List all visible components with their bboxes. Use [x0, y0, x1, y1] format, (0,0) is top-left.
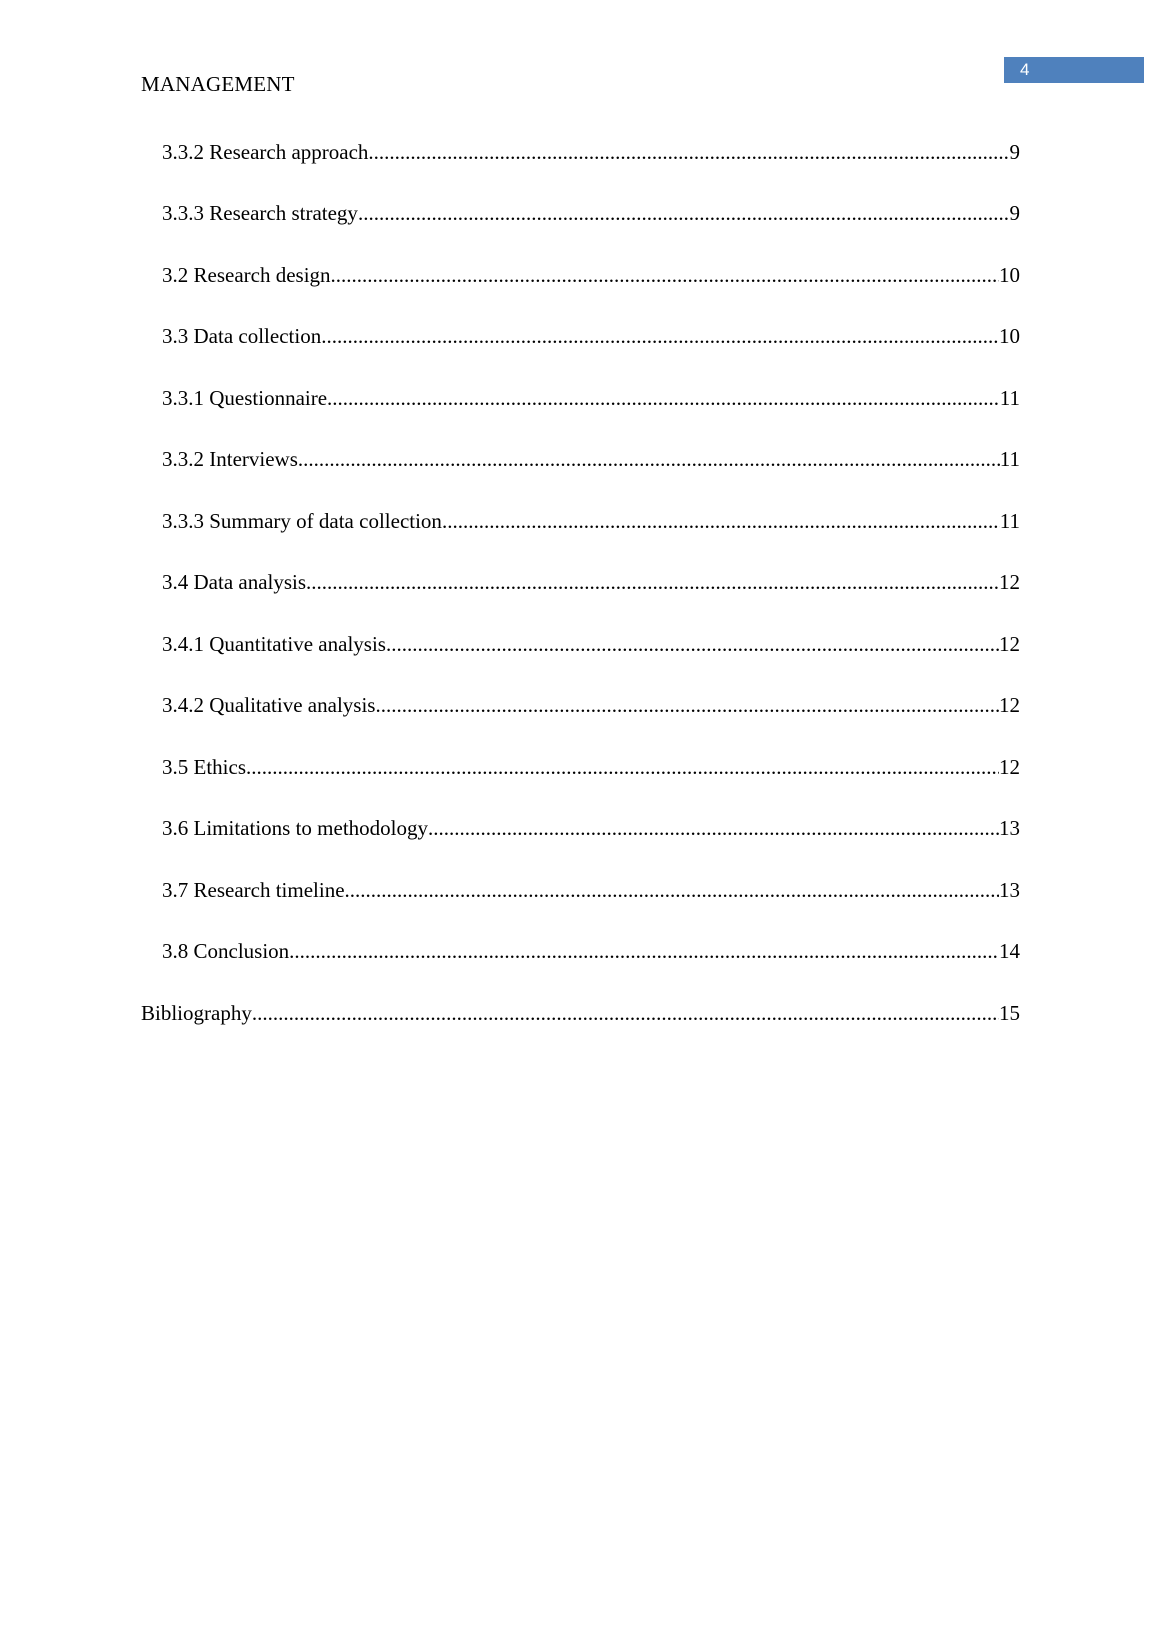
toc-entry-label: 3.3.1 Questionnaire: [162, 386, 328, 410]
toc-entry-label: 3.8 Conclusion: [162, 939, 290, 963]
toc-entry-page: 15: [999, 1001, 1020, 1025]
toc-dot-leader: [298, 444, 1000, 474]
toc-entry[interactable]: [162, 813, 1020, 843]
toc-entry[interactable]: [162, 444, 1020, 474]
toc-entry[interactable]: [162, 137, 1020, 167]
toc-entry-page: 9: [1009, 140, 1020, 164]
toc-entry-label: Bibliography: [141, 1001, 252, 1025]
toc-entry-label: 3.3.3 Research strategy: [162, 201, 358, 225]
toc-entry-page: 14: [999, 939, 1020, 963]
toc-dot-leader: [246, 752, 999, 782]
page-number: 4: [1020, 60, 1030, 79]
toc-entry-label: 3.2 Research design: [162, 263, 331, 287]
toc-entry-label: 3.4.1 Quantitative analysis: [162, 632, 386, 656]
toc-entry-page: 10: [999, 263, 1020, 287]
toc-entry-label: 3.6 Limitations to methodology: [162, 816, 428, 840]
toc-entry-page: 13: [999, 878, 1020, 902]
toc-entry-label: 3.4 Data analysis: [162, 570, 307, 594]
toc-dot-leader: [428, 813, 999, 843]
toc-dot-leader: [386, 629, 999, 659]
toc-entry-page: 12: [999, 570, 1020, 594]
toc-dot-leader: [306, 567, 999, 597]
toc-entry-label: 3.3.3 Summary of data collection: [162, 509, 442, 533]
toc-entry[interactable]: [162, 567, 1020, 597]
toc-dot-leader: [442, 506, 1000, 536]
toc-entry-page: 13: [999, 816, 1020, 840]
toc-entry-label: 3.3.2 Research approach: [162, 140, 369, 164]
toc-entry-label: 3.3.2 Interviews: [162, 447, 298, 471]
toc-entry-label: 3.7 Research timeline: [162, 878, 345, 902]
toc-entry-page: 9: [1009, 201, 1020, 225]
toc-entry[interactable]: [162, 260, 1020, 290]
toc-entry[interactable]: [162, 936, 1020, 966]
toc-dot-leader: [375, 690, 999, 720]
toc-dot-leader: [358, 198, 1010, 228]
toc-entry-page: 12: [999, 632, 1020, 656]
running-header: MANAGEMENT: [141, 72, 295, 96]
toc-entry-label: 3.3 Data collection: [162, 324, 322, 348]
toc-entry[interactable]: [162, 198, 1020, 228]
toc-entry[interactable]: [162, 690, 1020, 720]
toc-dot-leader: [321, 321, 999, 351]
toc-entry-page: 11: [999, 509, 1020, 533]
toc-dot-leader: [252, 998, 999, 1028]
toc-entry[interactable]: [162, 752, 1020, 782]
toc-entry[interactable]: [162, 875, 1020, 905]
toc-dot-leader: [289, 936, 999, 966]
toc-entry[interactable]: [162, 383, 1020, 413]
toc-entry-label: 3.5 Ethics: [162, 755, 246, 779]
toc-entry[interactable]: [162, 506, 1020, 536]
toc-dot-leader: [331, 260, 999, 290]
toc-dot-leader: [368, 137, 1009, 167]
toc-entry-bibliography[interactable]: [141, 998, 1020, 1028]
toc-entry-page: 11: [999, 386, 1020, 410]
toc-entry-label: 3.4.2 Qualitative analysis: [162, 693, 376, 717]
toc-dot-leader: [345, 875, 999, 905]
toc-entry-page: 11: [999, 447, 1020, 471]
toc-entry-page: 10: [999, 324, 1020, 348]
toc-entry[interactable]: [162, 321, 1020, 351]
page-number-badge: [1004, 57, 1144, 83]
toc-entry-page: 12: [999, 693, 1020, 717]
toc-entry[interactable]: [162, 629, 1020, 659]
toc-dot-leader: [327, 383, 1000, 413]
toc-entry-page: 12: [999, 755, 1020, 779]
